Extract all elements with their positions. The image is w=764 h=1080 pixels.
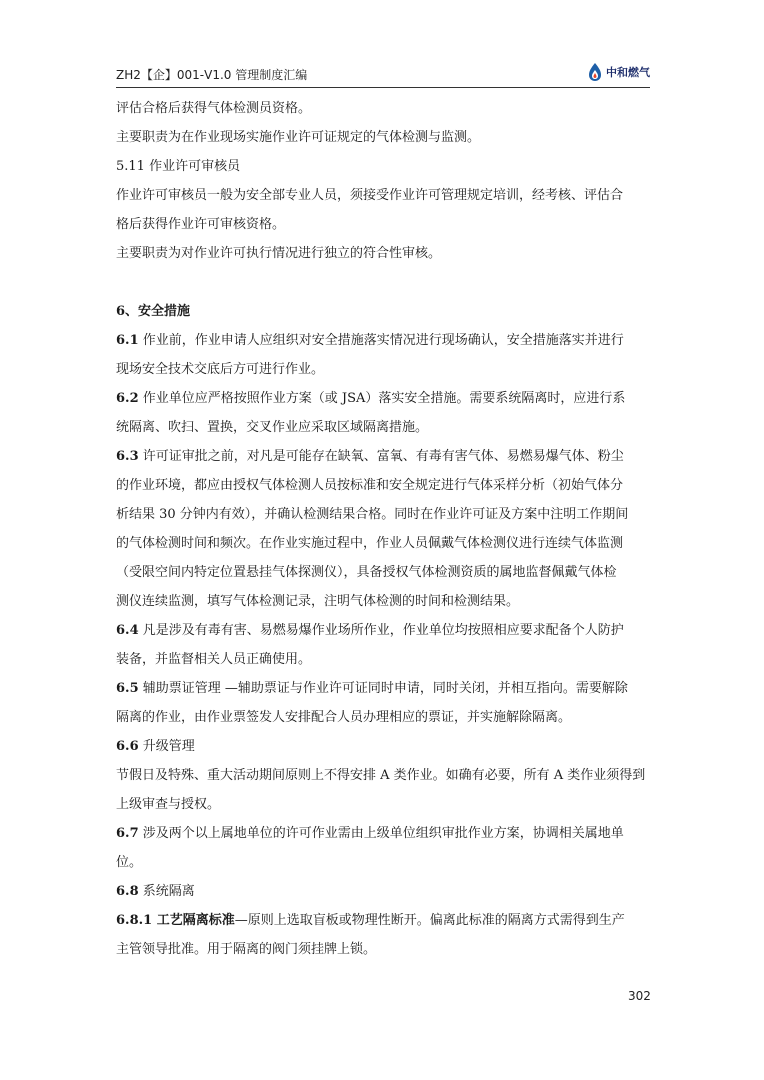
paragraph-line: 隔离的作业，由作业票签发人安排配合人员办理相应的票证，并实施解除隔离。 <box>116 710 572 725</box>
clause-text: 凡是涉及有毒有害、易燃易爆作业场所作业，作业单位均按照相应要求配备个人防护 <box>138 623 624 638</box>
paragraph-line: 格后获得作业许可审核资格。 <box>116 217 286 232</box>
paragraph-line <box>116 732 650 761</box>
logo-text: 中和燃气 <box>606 66 650 79</box>
paragraph-line <box>116 819 650 848</box>
paragraph-line: 测仪连续监测，填写气体检测记录，注明气体检测的时间和检测结果。 <box>116 594 520 609</box>
paragraph-line: 析结果 30 分钟内有效），并确认检测结果合格。同时在作业许可证及方案中注明工作期间 <box>116 507 629 522</box>
clause-text: —原则上选取盲板或物理性断开。偏离此标准的隔离方式需得到生产 <box>234 913 625 928</box>
paragraph-line: 主要职责为在作业现场实施作业许可证规定的气体检测与监测。 <box>116 130 481 145</box>
paragraph-line: （受限空间内特定位置悬挂气体探测仪），具备授权气体检测资质的属地监督佩戴气体检 <box>116 565 617 580</box>
paragraph-line: 上级审查与授权。 <box>116 797 221 812</box>
clause-text: 作业前，作业申请人应组织对安全措施落实情况进行现场确认，安全措施落实并进行 <box>138 333 624 348</box>
clause-number: 6.5 <box>116 681 139 696</box>
clause-number: 6.2 <box>116 391 139 406</box>
paragraph-line: 的气体检测时间和频次。在作业实施过程中，作业人员佩戴气体检测仪进行连续气体监测 <box>116 536 624 551</box>
paragraph-line: 作业许可审核员一般为安全部专业人员，须接受作业许可管理规定培训，经考核、评估合 <box>116 188 624 203</box>
clause-text: 系统隔离 <box>138 884 195 899</box>
paragraph-line: 现场安全技术交底后方可进行作业。 <box>116 362 325 377</box>
clause-text: 作业单位应严格按照作业方案（或 JSA）落实安全措施。需要系统隔离时，应进行系 <box>138 391 626 406</box>
company-logo <box>587 62 650 82</box>
clause-lead: 工艺隔离标准 <box>152 913 235 928</box>
flame-drop-icon <box>587 62 603 82</box>
page-number: 302 <box>628 989 651 1003</box>
paragraph-line: 主要职责为对作业许可执行情况进行独立的符合性审核。 <box>116 246 442 261</box>
paragraph-line: 装备，并监督相关人员正确使用。 <box>116 652 312 667</box>
clause-number: 6.6 <box>116 739 139 754</box>
clause-text: 许可证审批之前，对凡是可能存在缺氧、富氧、有毒有害气体、易燃易爆气体、粉尘 <box>138 449 624 464</box>
document-body <box>116 94 650 964</box>
header-title: ZH2【企】001-V1.0 管理制度汇编 <box>116 68 308 82</box>
paragraph-line: 节假日及特殊、重大活动期间原则上不得安排 A 类作业。如确有必要，所有 A 类作业须得到 <box>116 768 646 783</box>
paragraph-line: 评估合格后获得气体检测员资格。 <box>116 101 312 116</box>
clause-number: 6.8.1 <box>116 913 153 928</box>
page-header <box>116 62 650 90</box>
paragraph-gap <box>116 268 650 297</box>
paragraph-line: 位。 <box>116 855 143 870</box>
paragraph-line <box>116 674 650 703</box>
paragraph-line <box>116 442 650 471</box>
paragraph-line: 统隔离、吹扫、置换，交叉作业应采取区域隔离措施。 <box>116 420 429 435</box>
clause-text: 辅助票证管理 —辅助票证与作业许可证同时申请，同时关闭，并相互指向。需要解除 <box>138 681 628 696</box>
section-heading-6: 6、安全措施 <box>116 304 191 319</box>
header-divider <box>116 87 650 88</box>
paragraph-line <box>116 877 650 906</box>
section-heading-5-11: 5.11 作业许可审核员 <box>116 159 241 174</box>
clause-number: 6.1 <box>116 333 139 348</box>
clause-number: 6.4 <box>116 623 139 638</box>
paragraph-line <box>116 326 650 355</box>
clause-number: 6.3 <box>116 449 139 464</box>
paragraph-line <box>116 616 650 645</box>
paragraph-line: 主管领导批准。用于隔离的阀门须挂牌上锁。 <box>116 942 377 957</box>
clause-text: 涉及两个以上属地单位的许可作业需由上级单位组织审批作业方案，协调相关属地单 <box>138 826 624 841</box>
paragraph-line <box>116 384 650 413</box>
clause-number: 6.7 <box>116 826 139 841</box>
paragraph-line: 的作业环境，都应由授权气体检测人员按标准和安全规定进行气体采样分析（初始气体分 <box>116 478 624 493</box>
clause-number: 6.8 <box>116 884 139 899</box>
paragraph-line <box>116 906 650 935</box>
clause-text: 升级管理 <box>138 739 195 754</box>
